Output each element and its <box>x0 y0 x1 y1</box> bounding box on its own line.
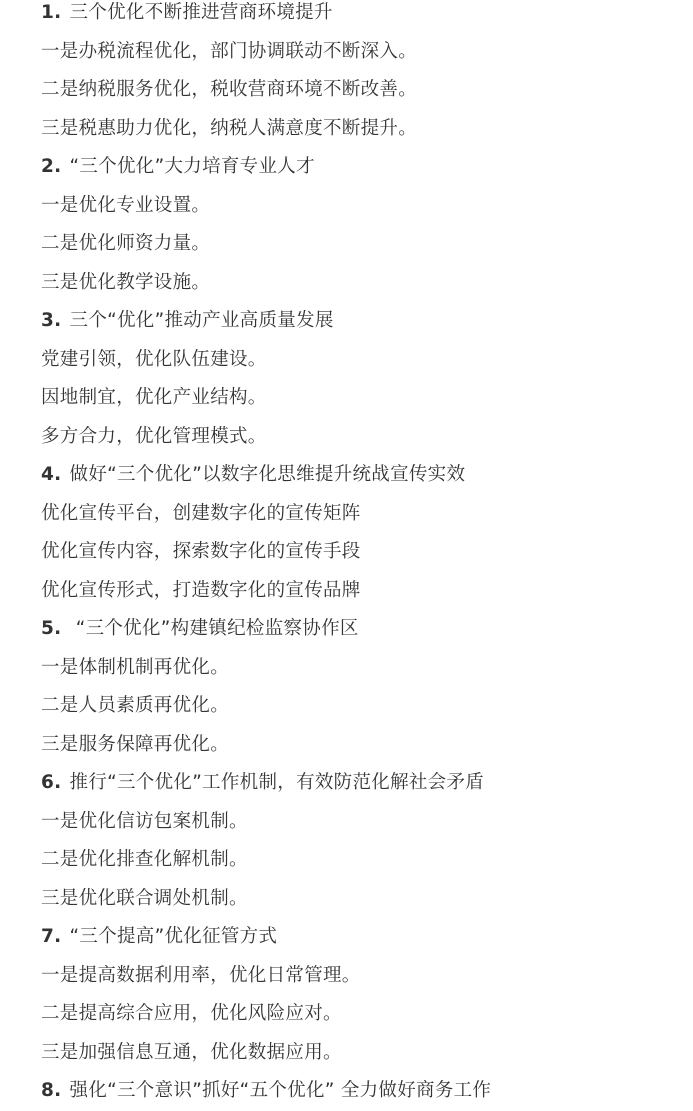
section-title: 强化“三个意识”抓好“五个优化” 全力做好商务工作 <box>69 1080 492 1101</box>
list-item: 一是提高数据利用率，优化日常管理。 <box>41 964 361 986</box>
list-item: 三是服务保障再优化。 <box>41 733 230 755</box>
section-title: 三个优化不断推进营商环境提升 <box>69 2 333 23</box>
section-heading <box>41 456 681 495</box>
list-item: 优化宣传平台，创建数字化的宣传矩阵 <box>41 502 361 524</box>
section-number: 3. <box>41 310 62 331</box>
section-title: “三个优化”构建镇纪检监察协作区 <box>69 618 359 639</box>
list-item: 二是纳税服务优化，税收营商环境不断改善。 <box>41 79 418 100</box>
list-item: 三是税惠助力优化，纳税人满意度不断提升。 <box>41 117 418 139</box>
list-item: 优化宣传形式，打造数字化的宣传品牌 <box>41 579 361 601</box>
section-number: 6. <box>41 772 62 793</box>
list-item: 三是加强信息互通，优化数据应用。 <box>41 1041 342 1063</box>
list-item: 优化宣传内容，探索数字化的宣传手段 <box>41 541 361 562</box>
section-heading <box>41 148 681 187</box>
section-title: “三个提高”优化征管方式 <box>69 926 278 947</box>
list-item: 二是优化排查化解机制。 <box>41 849 248 870</box>
list-item: 一是办税流程优化，部门协调联动不断深入。 <box>41 40 418 62</box>
section-heading <box>41 1072 681 1111</box>
section-number: 8. <box>41 1080 62 1101</box>
list-item: 二是优化师资力量。 <box>41 233 211 254</box>
section-heading <box>41 918 681 957</box>
section-heading <box>41 764 681 803</box>
list-item: 多方合力，优化管理模式。 <box>41 425 267 447</box>
list-item: 三是优化教学设施。 <box>41 271 211 293</box>
section-heading <box>41 302 681 341</box>
list-item: 二是提高综合应用，优化风险应对。 <box>41 1003 342 1024</box>
list-item: 二是人员素质再优化。 <box>41 695 230 716</box>
list-item: 因地制宜，优化产业结构。 <box>41 387 267 408</box>
section-number: 5. <box>41 618 62 639</box>
document-body <box>41 0 681 1111</box>
section-number: 7. <box>41 926 62 947</box>
section-number: 2. <box>41 156 62 177</box>
section-title: 三个“优化”推动产业高质量发展 <box>69 310 334 331</box>
section-title: 推行“三个优化”工作机制，有效防范化解社会矛盾 <box>69 772 485 793</box>
section-number: 4. <box>41 464 62 485</box>
section-title: 做好“三个优化”以数字化思维提升统战宣传实效 <box>69 464 466 485</box>
list-item: 一是优化信访包案机制。 <box>41 810 248 832</box>
section-heading <box>41 610 681 649</box>
list-item: 一是体制机制再优化。 <box>41 656 230 678</box>
section-title: “三个优化”大力培育专业人才 <box>69 156 315 177</box>
list-item: 一是优化专业设置。 <box>41 194 211 216</box>
section-number: 1. <box>41 2 62 23</box>
section-heading <box>41 0 681 33</box>
list-item: 三是优化联合调处机制。 <box>41 887 248 909</box>
list-item: 党建引领，优化队伍建设。 <box>41 348 267 370</box>
